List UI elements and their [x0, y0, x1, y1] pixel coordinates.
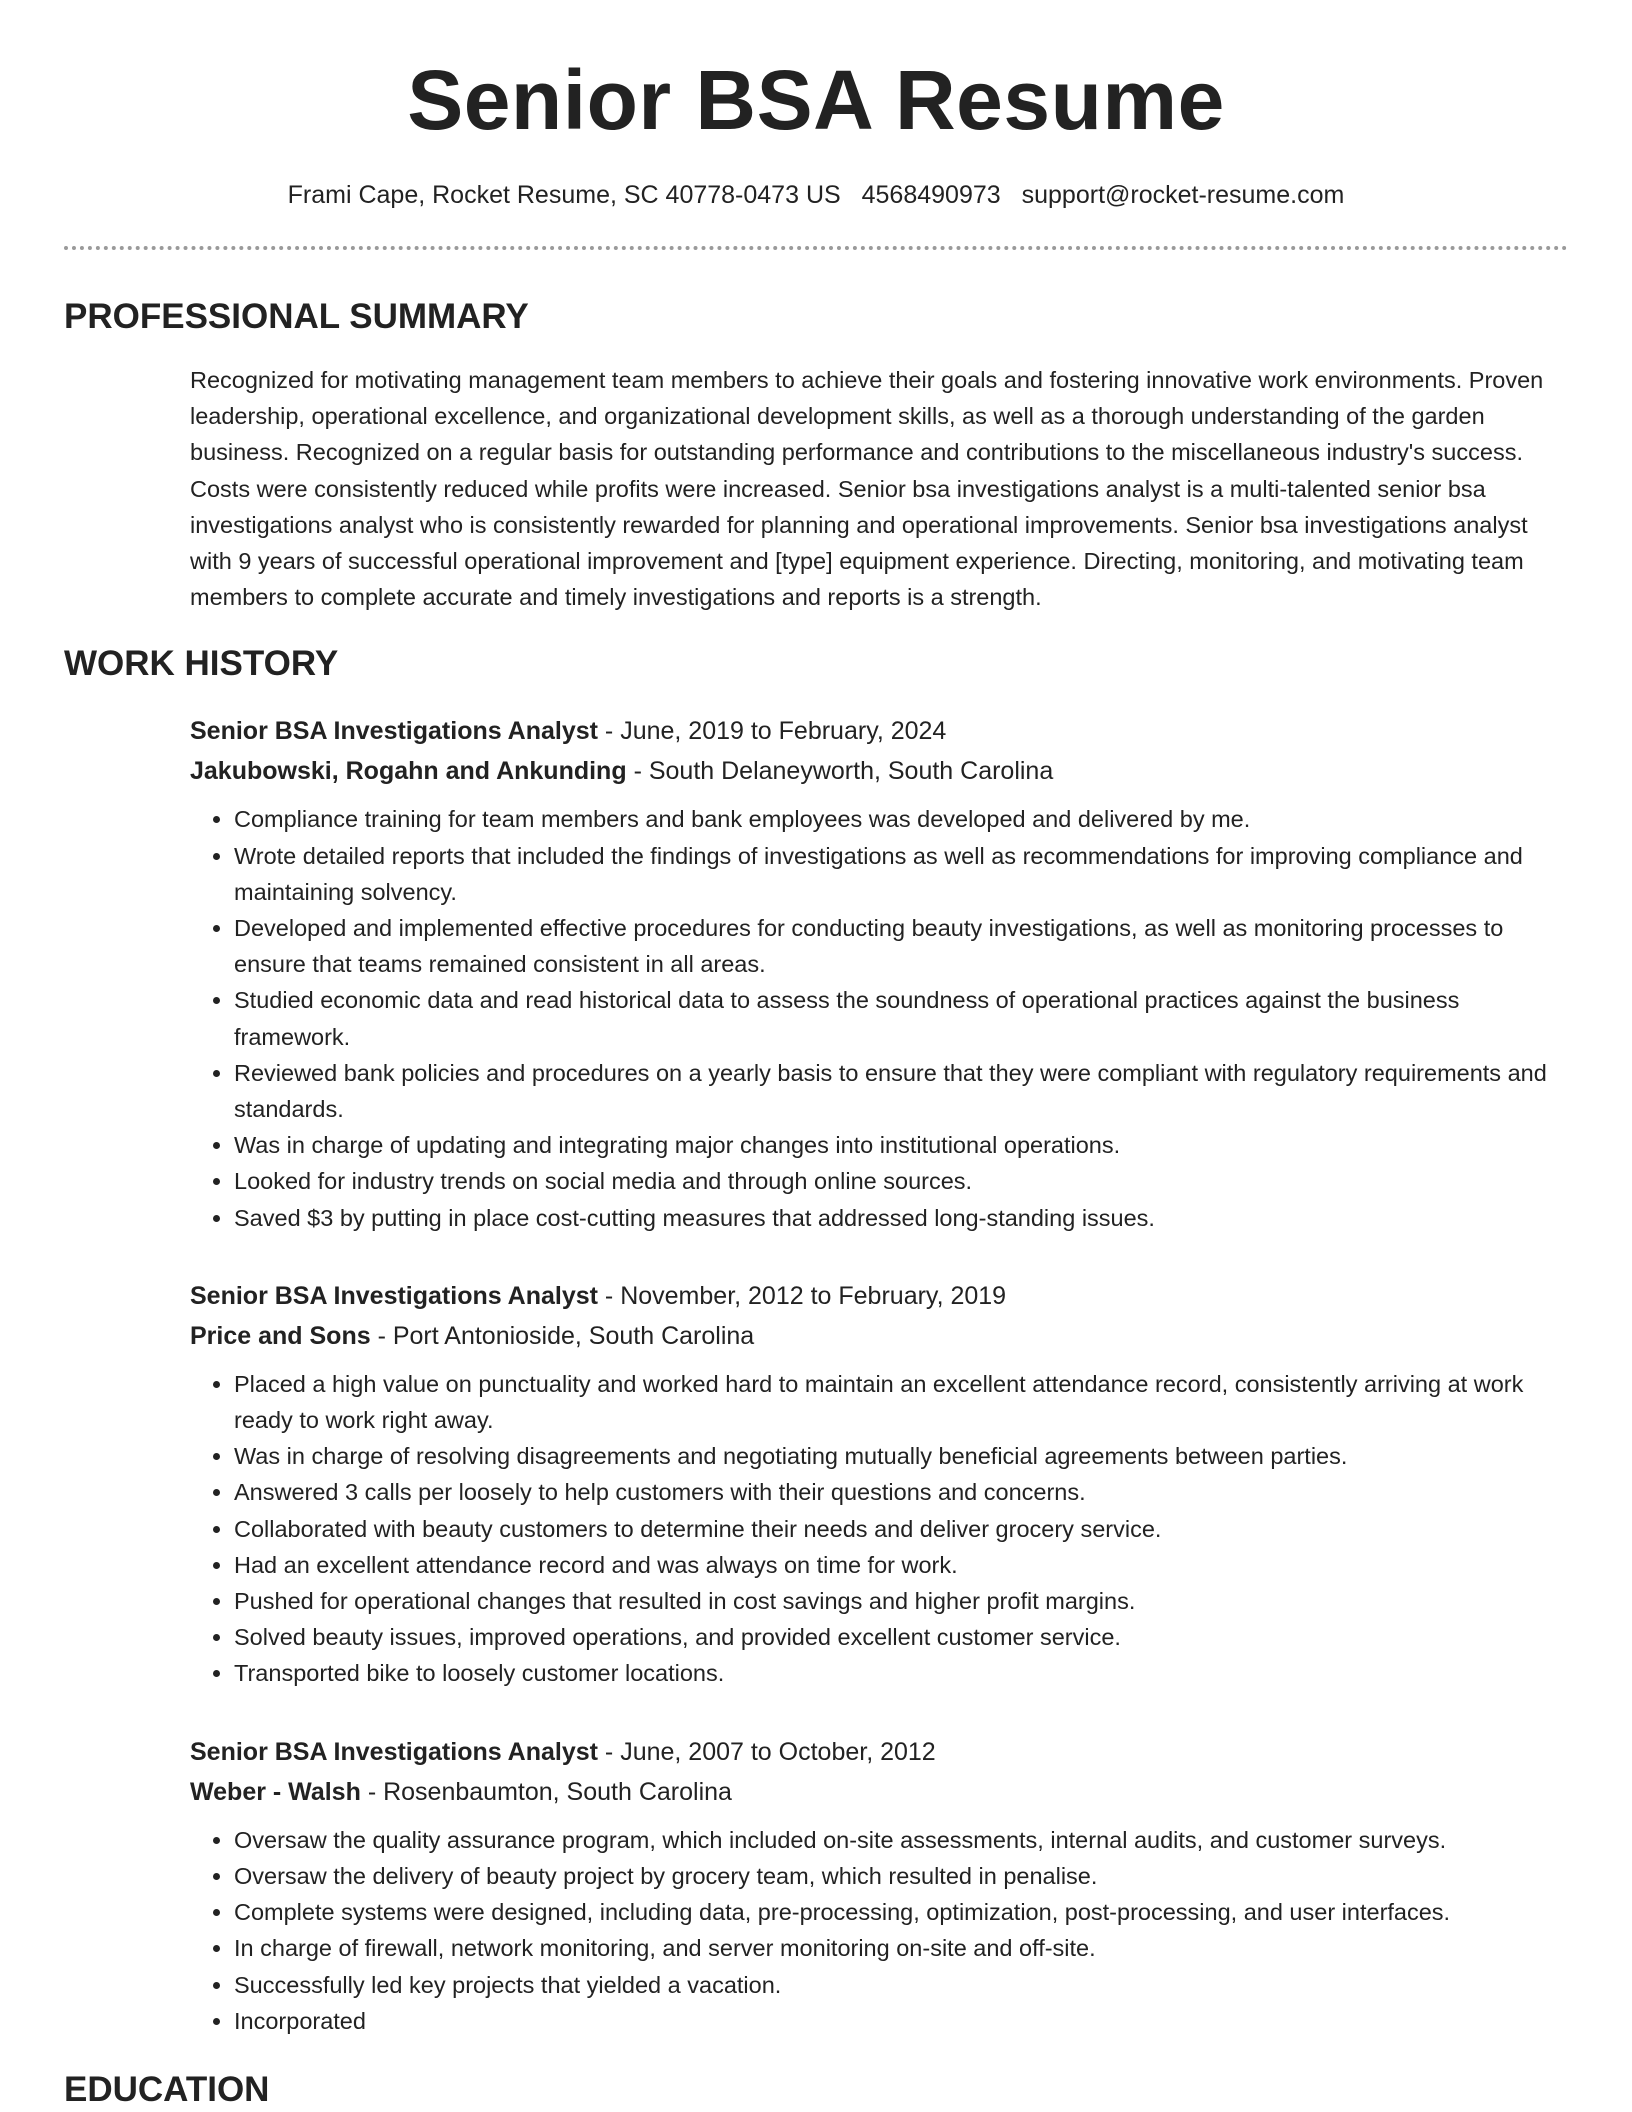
job-bullet: • Complete systems were designed, including data, pre-processing, optimization, post-processing, and user interfaces. — [234, 1894, 1568, 1930]
job-title: Senior BSA Investigations Analyst — [190, 717, 598, 746]
job-bullet: • Successfully led key projects that yielded a vacation. — [234, 1967, 1568, 2003]
job-bullet: • Developed and implemented effective procedures for conducting beauty investigations, as well as monitoring processes to ensure that teams remained consistent in all areas. — [234, 910, 1568, 982]
resume-page — [64, 0, 1568, 2111]
job-dates: - June, 2007 to October, 2012 — [604, 1737, 936, 1766]
job-title-line — [190, 1276, 1568, 1316]
job-bullet: • Transported bike to loosely customer locations. — [234, 1655, 1568, 1691]
job-bullet: • Was in charge of updating and integrating major changes into institutional operations. — [234, 1127, 1568, 1163]
job-company: Jakubowski, Rogahn and Ankunding — [190, 757, 627, 786]
job-entry-3 — [190, 1732, 1568, 2039]
job-bullet: • Was in charge of resolving disagreements and negotiating mutually beneficial agreements between parties. — [234, 1438, 1568, 1474]
job-bullets — [190, 1822, 1568, 2039]
job-title-line — [190, 1732, 1568, 1772]
job-entry-1 — [190, 711, 1568, 1235]
job-bullet: • Saved $3 by putting in place cost-cutting measures that addressed long-standing issues. — [234, 1200, 1568, 1236]
job-title-line — [190, 711, 1568, 751]
job-bullet: • Looked for industry trends on social media and through online sources. — [234, 1163, 1568, 1199]
contact-phone: 4568490973 — [861, 181, 1001, 209]
job-title: Senior BSA Investigations Analyst — [190, 1737, 598, 1766]
job-bullet: • Wrote detailed reports that included the findings of investigations as well as recommendations for improving compliance and maintaining solvency. — [234, 838, 1568, 910]
job-bullet: • Oversaw the delivery of beauty project by grocery team, which resulted in penalise. — [234, 1858, 1568, 1894]
job-dates: - June, 2019 to February, 2024 — [604, 717, 947, 746]
job-bullets — [190, 1366, 1568, 1692]
job-location: - Port Antonioside, South Carolina — [377, 1321, 755, 1350]
job-company-line — [190, 751, 1568, 791]
job-bullet: • Answered 3 calls per loosely to help customers with their questions and concerns. — [234, 1474, 1568, 1510]
header-divider — [64, 246, 1568, 250]
job-company: Weber - Walsh — [190, 1777, 361, 1806]
summary-heading: PROFESSIONAL SUMMARY — [64, 297, 529, 336]
job-bullet: • Placed a high value on punctuality and worked hard to maintain an excellent attendance record, consistently arriving at work ready to work right away. — [234, 1366, 1568, 1438]
job-company: Price and Sons — [190, 1321, 371, 1350]
job-bullet: • Studied economic data and read historical data to assess the soundness of operational practices against the business framework. — [234, 982, 1568, 1054]
job-bullet: • Solved beauty issues, improved operations, and provided excellent customer service. — [234, 1619, 1568, 1655]
contact-line — [64, 180, 1568, 210]
job-title: Senior BSA Investigations Analyst — [190, 1281, 598, 1310]
job-bullet: • Oversaw the quality assurance program, which included on-site assessments, internal audits, and customer surveys. — [234, 1822, 1568, 1858]
contact-address: Frami Cape, Rocket Resume, SC 40778-0473 US — [287, 181, 841, 209]
job-bullets — [190, 801, 1568, 1235]
job-entry-2 — [190, 1276, 1568, 1692]
job-bullet: • Compliance training for team members and bank employees was developed and delivered by me. — [234, 801, 1568, 837]
work-history-heading: WORK HISTORY — [64, 644, 339, 684]
summary-text: Recognized for motivating management team members to achieve their goals and fostering innovative work environments. Proven leadership, operational excellence, and organizational development skills, as well as a thorough understanding of the garden business. Recognized on a regular basis for outstanding performance and contributions to the miscellaneous industry's success. Costs were consistently reduced while profits were increased. Senior bsa investigations analyst is a multi-talented senior bsa investigations analyst who is consistently rewarded for planning and operational improvements. Senior bsa investigations analyst with 9 years of successful operational improvement and [type] equipment experience. Directing, monitoring, and motivating team members to complete accurate and timely investigations and reports is a strength. — [190, 367, 1544, 611]
job-bullet: • In charge of firewall, network monitoring, and server monitoring on-site and off-site. — [234, 1930, 1568, 1966]
education-heading: EDUCATION — [64, 2069, 270, 2109]
job-company-line — [190, 1316, 1568, 1356]
job-location: - Rosenbaumton, South Carolina — [367, 1777, 732, 1806]
resume-title: Senior BSA Resume — [407, 53, 1225, 147]
job-location: - South Delaneyworth, South Carolina — [633, 757, 1054, 786]
job-company-line — [190, 1772, 1568, 1812]
job-bullet: • Collaborated with beauty customers to determine their needs and deliver grocery service. — [234, 1511, 1568, 1547]
contact-email: support@rocket-resume.com — [1021, 181, 1345, 209]
job-bullet: • Had an excellent attendance record and was always on time for work. — [234, 1547, 1568, 1583]
job-bullet: • Reviewed bank policies and procedures on a yearly basis to ensure that they were compliant with regulatory requirements and standards. — [234, 1055, 1568, 1127]
job-dates: - November, 2012 to February, 2019 — [604, 1281, 1007, 1310]
job-bullet: • Incorporated — [234, 2003, 1568, 2039]
job-bullet: • Pushed for operational changes that resulted in cost savings and higher profit margins. — [234, 1583, 1568, 1619]
